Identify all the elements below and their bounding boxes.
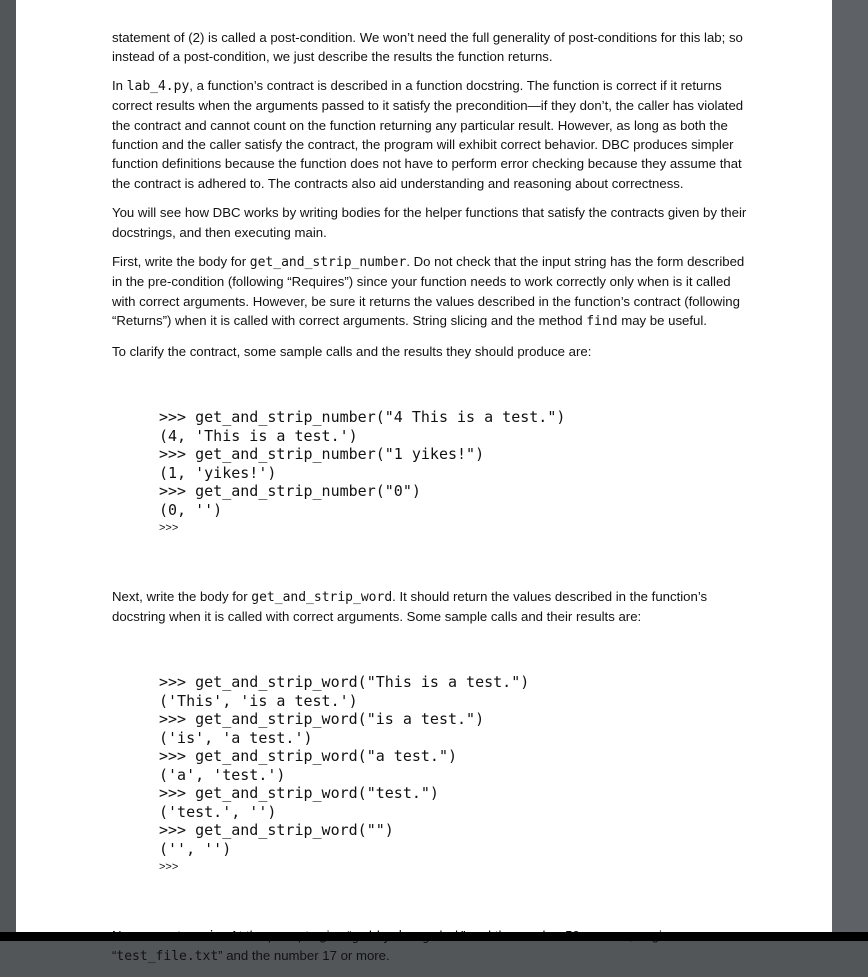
paragraph-sample-calls: To clarify the contract, some sample calls and the results they should produce are:: [112, 343, 592, 359]
text: . It should return the values described in the function’s docstring when it is called with correct arguments. Some sample calls and their results are:: [112, 588, 708, 624]
paragraph-get-number: [112, 252, 752, 332]
code-prompt: >>>: [159, 522, 179, 535]
text: Next, write the body for: [112, 588, 252, 604]
code-line: >>> get_and_strip_number("0"): [159, 482, 421, 501]
code-line: (0, ''): [159, 500, 223, 519]
text: . Do not check that the input string has the form described in the pre-condition (following “Requires”) since your function needs to work correctly only when is it called with correct arguments. However, be sure it returns the values described in the function’s contract (following “Returns”) when it is called with correct arguments. String slicing and the method: [112, 254, 745, 329]
code-example-number: [159, 371, 752, 575]
viewer-bottom-bar: [0, 932, 868, 941]
text: , a function’s contract is described in a function docstring. The function is correct if it returns correct results when the arguments passed to it satisfy the precondition—if they don’t, the caller has violated the contract and cannot count on the function returning any particular result. However, as long as both the function and the caller satisfy the contract, the program will exhibit correct behavior. DBC produces simpler function definitions because the function does not have to perform error checking because they assume that the contract is adhered to. The contracts also aid understanding and reasoning about correctness.: [112, 77, 744, 191]
code-line: (1, 'yikes!'): [159, 463, 277, 482]
code-prompt: >>>: [159, 861, 179, 874]
code-line: ('This', 'is a test.'): [159, 691, 358, 710]
viewer-scrollbar[interactable]: [832, 0, 868, 932]
text: In: [112, 77, 127, 93]
code-function-name: get_and_strip_number: [249, 255, 407, 271]
document-page: [16, 0, 832, 965]
text: “: [112, 948, 117, 964]
paragraph-dbc-intro: You will see how DBC works by writing bodies for the helper functions that satisfy the contracts given by their docstrings, and then executing main.: [112, 205, 747, 240]
code-line: >>> get_and_strip_word("a test."): [159, 747, 458, 766]
code-line: >>> get_and_strip_word("This is a test."): [159, 673, 530, 692]
code-function-name: get_and_strip_word: [251, 589, 393, 605]
paragraph-get-word: [112, 587, 752, 627]
document-content: [112, 28, 752, 977]
code-line: (4, 'This is a test.'): [159, 426, 358, 445]
text: may be useful.: [617, 313, 707, 329]
code-line: ('', ''): [159, 839, 232, 858]
paragraph-postcondition: statement of (2) is called a post-condition. We won’t need the full generality of post-conditions for this lab; so instead of a post-condition, we just describe the results the function returns.: [112, 30, 743, 65]
code-filename: lab_4.py: [126, 78, 190, 94]
text: ” and the number 17 or more.: [218, 948, 390, 964]
code-example-word: [159, 636, 752, 914]
code-line: ('test.', ''): [159, 802, 277, 821]
code-line: ('a', 'test.'): [159, 765, 286, 784]
paragraph-contract: [112, 76, 752, 193]
code-method-name: find: [586, 314, 618, 330]
code-line: >>> get_and_strip_number("4 This is a test."): [159, 408, 566, 427]
code-line: >>> get_and_strip_word("test."): [159, 784, 439, 803]
code-filename: test_file.txt: [116, 949, 219, 965]
text: First, write the body for: [112, 254, 250, 270]
code-line: >>> get_and_strip_number("1 yikes!"): [159, 445, 485, 464]
code-line: ('is', 'a test.'): [159, 728, 313, 747]
code-line: >>> get_and_strip_word(""): [159, 821, 394, 840]
code-line: >>> get_and_strip_word("is a test."): [159, 710, 485, 729]
